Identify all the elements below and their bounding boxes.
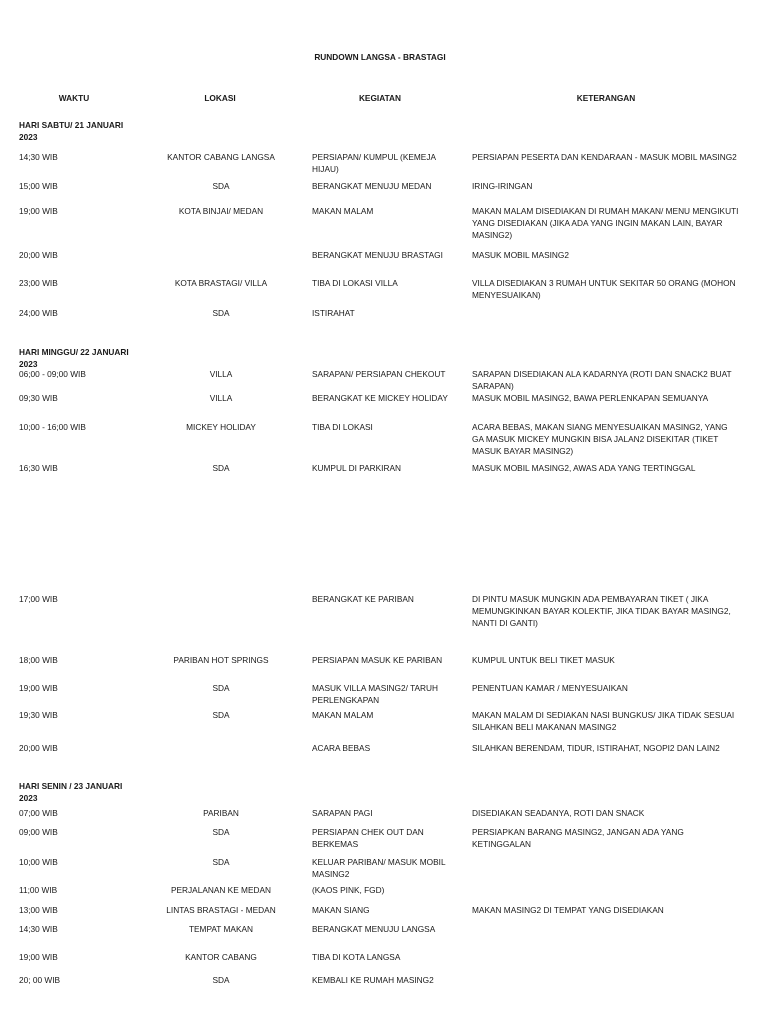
cell-kegiatan: BERANGKAT MENUJU MEDAN — [312, 181, 432, 191]
cell-lokasi: PARIBAN HOT SPRINGS — [173, 655, 269, 665]
cell-keterangan: PERSIAPAN PESERTA DAN KENDARAAN - MASUK MOBIL MASING2 — [472, 152, 737, 162]
cell-keterangan: PENENTUAN KAMAR / MENYESUAIKAN — [472, 683, 628, 693]
cell-lokasi: KOTA BRASTAGI/ VILLA — [174, 278, 268, 288]
cell-kegiatan: KELUAR PARIBAN/ MASUK MOBIL MASING2 — [312, 857, 446, 879]
cell-kegiatan: MAKAN MALAM — [312, 206, 374, 216]
header-kegiatan: KEGIATAN — [358, 93, 402, 103]
cell-lokasi: SDA — [212, 683, 230, 693]
cell-waktu: 10;00 WIB — [19, 857, 58, 867]
cell-kegiatan: BERANGKAT MENUJU LANGSA — [312, 924, 436, 934]
cell-waktu: 09;00 WIB — [19, 827, 58, 837]
cell-keterangan: IRING-IRINGAN — [472, 181, 533, 191]
cell-waktu: 20;00 WIB — [19, 743, 58, 753]
cell-kegiatan: KEMBALI KE RUMAH MASING2 — [312, 975, 434, 985]
cell-lokasi: LINTAS BRASTAGI - MEDAN — [166, 905, 276, 915]
cell-kegiatan: MAKAN SIANG — [312, 905, 370, 915]
cell-keterangan: VILLA DISEDIAKAN 3 RUMAH UNTUK SEKITAR 50 ORANG (MOHON MENYESUAIKAN) — [472, 278, 736, 300]
cell-keterangan: MAKAN MALAM DI SEDIAKAN NASI BUNGKUS/ JIKA TIDAK SESUAI SILAHKAN BELI MAKANAN MASING2 — [472, 710, 735, 732]
cell-keterangan: KUMPUL UNTUK BELI TIKET MASUK — [472, 655, 615, 665]
header-keterangan: KETERANGAN — [576, 93, 636, 103]
cell-waktu: 20;00 WIB — [19, 250, 58, 260]
cell-lokasi: TEMPAT MAKAN — [188, 924, 254, 934]
cell-waktu: 10;00 - 16;00 WIB — [19, 422, 86, 432]
cell-waktu: 18;00 WIB — [19, 655, 58, 665]
cell-kegiatan: KUMPUL DI PARKIRAN — [312, 463, 401, 473]
cell-keterangan: MASUK MOBIL MASING2 — [472, 250, 569, 260]
cell-lokasi: KANTOR CABANG — [185, 952, 257, 962]
cell-waktu: 19;00 WIB — [19, 683, 58, 693]
cell-lokasi: SDA — [212, 975, 230, 985]
cell-kegiatan: MASUK VILLA MASING2/ TARUH PERLENGKAPAN — [312, 683, 439, 705]
cell-kegiatan: TIBA DI LOKASI VILLA — [312, 278, 398, 288]
cell-kegiatan: PERSIAPAN CHEK OUT DAN BERKEMAS — [312, 827, 424, 849]
cell-kegiatan: PERSIAPAN MASUK KE PARIBAN — [312, 655, 443, 665]
day-label: HARI SABTU/ 21 JANUARI 2023 — [19, 120, 124, 142]
cell-lokasi: KOTA BINJAI/ MEDAN — [178, 206, 264, 216]
cell-kegiatan: TIBA DI LOKASI — [312, 422, 373, 432]
cell-kegiatan: MAKAN MALAM — [312, 710, 374, 720]
cell-keterangan: SARAPAN DISEDIAKAN ALA KADARNYA (ROTI DAN SNACK2 BUAT SARAPAN) — [472, 369, 732, 391]
cell-waktu: 24;00 WIB — [19, 308, 58, 318]
header-lokasi: LOKASI — [204, 93, 236, 103]
cell-lokasi: VILLA — [209, 393, 233, 403]
cell-kegiatan: BERANGKAT MENUJU BRASTAGI — [312, 250, 443, 260]
cell-waktu: 14;30 WIB — [19, 924, 58, 934]
cell-kegiatan: ISTIRAHAT — [312, 308, 355, 318]
cell-waktu: 20; 00 WIB — [19, 975, 61, 985]
cell-keterangan: ACARA BEBAS, MAKAN SIANG MENYESUAIKAN MASING2, YANG GA MASUK MICKEY MUNGKIN BISA JALAN2 DISEKITAR (TIKET MASUK BAYAR MASING2) — [472, 422, 728, 456]
cell-keterangan: MASUK MOBIL MASING2, BAWA PERLENKAPAN SEMUANYA — [472, 393, 709, 403]
cell-keterangan: DISEDIAKAN SEADANYA, ROTI DAN SNACK — [472, 808, 645, 818]
cell-lokasi: SDA — [212, 463, 230, 473]
cell-waktu: 17;00 WIB — [19, 594, 58, 604]
cell-lokasi: SDA — [212, 308, 230, 318]
cell-waktu: 19;30 WIB — [19, 710, 58, 720]
cell-lokasi: KANTOR CABANG LANGSA — [167, 152, 275, 162]
cell-kegiatan: SARAPAN PAGI — [312, 808, 373, 818]
cell-kegiatan: ACARA BEBAS — [312, 743, 371, 753]
cell-kegiatan: BERANGKAT KE MICKEY HOLIDAY — [312, 393, 448, 403]
cell-lokasi: VILLA — [209, 369, 233, 379]
cell-waktu: 06;00 - 09;00 WIB — [19, 369, 86, 379]
cell-waktu: 14;30 WIB — [19, 152, 58, 162]
cell-waktu: 19;00 WIB — [19, 206, 58, 216]
cell-keterangan: MAKAN MASING2 DI TEMPAT YANG DISEDIAKAN — [472, 905, 664, 915]
cell-waktu: 16;30 WIB — [19, 463, 58, 473]
cell-lokasi: SDA — [212, 710, 230, 720]
header-waktu: WAKTU — [58, 93, 90, 103]
cell-lokasi: MICKEY HOLIDAY — [186, 422, 256, 432]
cell-keterangan: DI PINTU MASUK MUNGKIN ADA PEMBAYARAN TIKET ( JIKA MEMUNGKINKAN BAYAR KOLEKTIF, JIKA TIDAK BAYAR MASING2, NANTI DI GANTI) — [472, 594, 731, 628]
cell-keterangan: PERSIAPKAN BARANG MASING2, JANGAN ADA YANG KETINGGALAN — [472, 827, 684, 849]
cell-kegiatan: BERANGKAT KE PARIBAN — [312, 594, 414, 604]
cell-waktu: 09;30 WIB — [19, 393, 58, 403]
cell-kegiatan: PERSIAPAN/ KUMPUL (KEMEJA HIJAU) — [312, 152, 436, 174]
cell-keterangan: MAKAN MALAM DISEDIAKAN DI RUMAH MAKAN/ MENU MENGIKUTI YANG DISEDIAKAN (JIKA ADA YANG INGIN MAKAN LAIN, BAYAR MASING2) — [472, 206, 739, 240]
cell-waktu: 13;00 WIB — [19, 905, 58, 915]
cell-waktu: 15;00 WIB — [19, 181, 58, 191]
cell-lokasi: SDA — [212, 857, 230, 867]
cell-kegiatan: TIBA DI KOTA LANGSA — [312, 952, 401, 962]
cell-waktu: 23;00 WIB — [19, 278, 58, 288]
cell-lokasi: SDA — [212, 827, 230, 837]
document-title: RUNDOWN LANGSA - BRASTAGI — [314, 52, 446, 62]
day-label: HARI SENIN / 23 JANUARI 2023 — [19, 781, 123, 803]
cell-keterangan: SILAHKAN BERENDAM, TIDUR, ISTIRAHAT, NGOPI2 DAN LAIN2 — [472, 743, 720, 753]
cell-lokasi: SDA — [212, 181, 230, 191]
cell-waktu: 07;00 WIB — [19, 808, 58, 818]
cell-lokasi: PARIBAN — [203, 808, 239, 818]
cell-kegiatan: (KAOS PINK, FGD) — [312, 885, 385, 895]
cell-waktu: 19;00 WIB — [19, 952, 58, 962]
cell-lokasi: PERJALANAN KE MEDAN — [170, 885, 272, 895]
cell-kegiatan: SARAPAN/ PERSIAPAN CHEKOUT — [312, 369, 446, 379]
cell-waktu: 11;00 WIB — [19, 885, 58, 895]
day-label: HARI MINGGU/ 22 JANUARI 2023 — [19, 347, 129, 369]
cell-keterangan: MASUK MOBIL MASING2, AWAS ADA YANG TERTINGGAL — [472, 463, 696, 473]
